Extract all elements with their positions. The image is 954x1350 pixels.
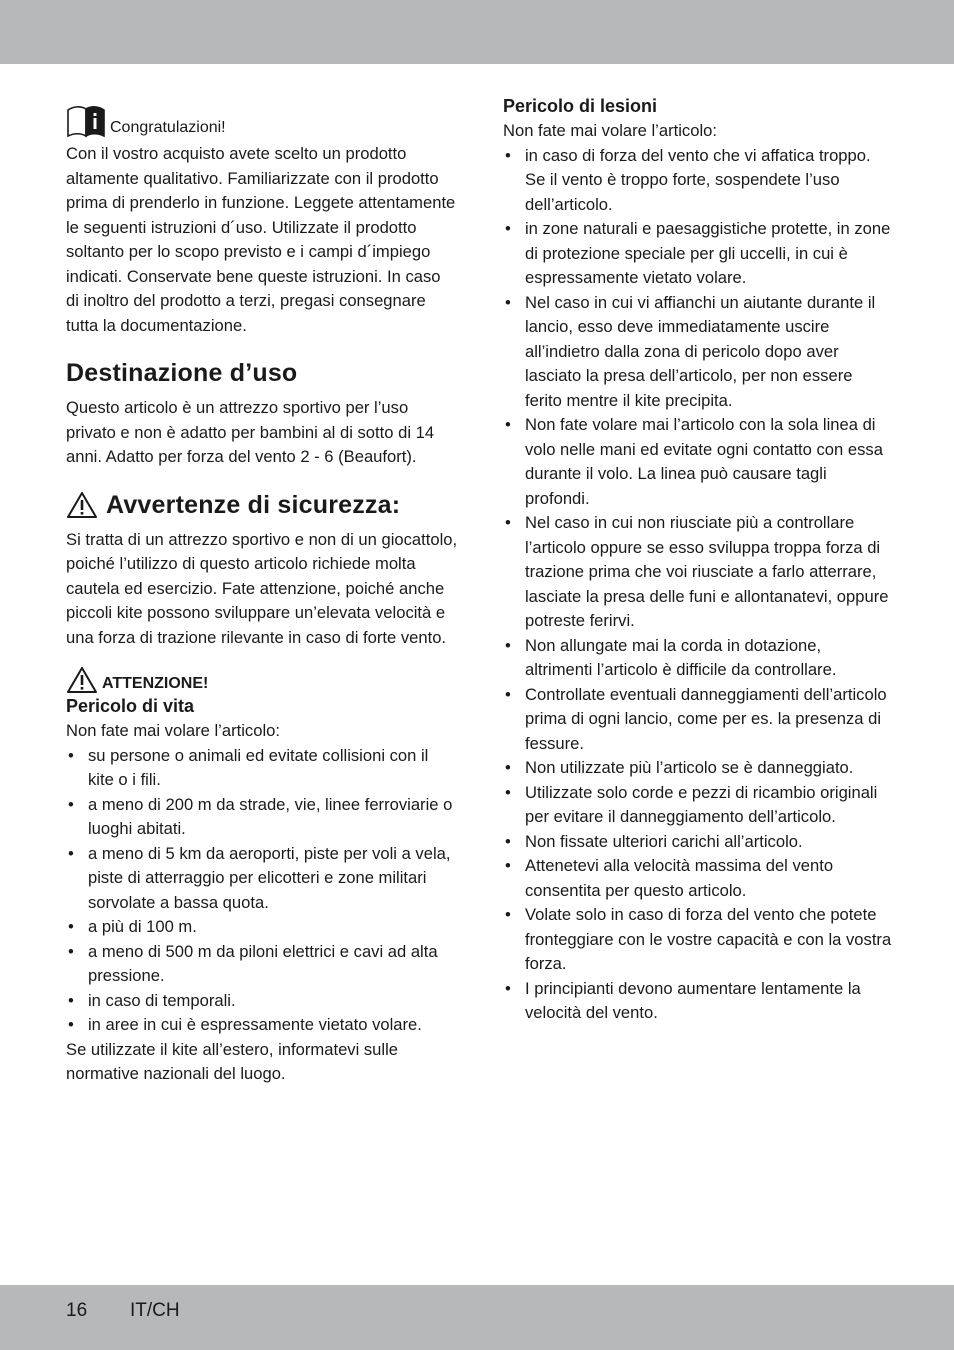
list-item: • in aree in cui è espressamente vietato volare. — [66, 1013, 458, 1038]
language-code: IT/CH — [130, 1300, 180, 1321]
warning-triangle-icon — [66, 491, 98, 519]
page-number: 16 — [66, 1300, 88, 1321]
list-item: • su persone o animali ed evitate collisioni con il kite o i fili. — [66, 744, 458, 793]
intro-text: Con il vostro acquisto avete scelto un prodotto altamente qualitativo. Familiarizzate con il prodotto prima di prenderlo in funzione. Leggete attentamente le seguenti istruzioni d´uso. Utilizzate il prodotto soltanto per lo scopo previsto e i campi d´impiego indicati. Conservate bene queste istruzioni. In caso di inoltro del prodotto a terzi, pregasi consegnare tutta la documentazione. — [66, 144, 456, 335]
list-item: • in caso di forza del vento che vi affatica troppo. Se il vento è troppo forte, sospendete l’uso dell’articolo. — [503, 144, 893, 218]
attenzione-label: ATTENZIONE! — [102, 675, 209, 692]
intro-header — [66, 104, 458, 138]
info-book-icon — [66, 104, 106, 138]
list-item: • a meno di 500 m da piloni elettrici e cavi ad alta pressione. — [66, 940, 458, 989]
right-column — [503, 94, 893, 1026]
list-item: • Non utilizzate più l’articolo se è danneggiato. — [503, 756, 893, 781]
list-item: • Non fate volare mai l’articolo con la sola linea di volo nelle mani ed evitate ogni contatto con essa durante il volo. La linea può causare tagli profondi. — [503, 413, 893, 511]
pericolo-vita-list — [66, 744, 458, 1038]
left-column — [66, 104, 458, 1087]
heading-destinazione: Destinazione d’uso — [66, 359, 298, 387]
list-item: • in zone naturali e paesaggistiche protette, in zone di protezione speciale per gli uccelli, in cui è espressamente vietato volare. — [503, 217, 893, 291]
list-item: • Controllate eventuali danneggiamenti dell’articolo prima di ogni lancio, come per es. la presenza di fessure. — [503, 683, 893, 757]
list-item: • Non allungate mai la corda in dotazione, altrimenti l’articolo è difficile da controllare. — [503, 634, 893, 683]
list-item: • Volate solo in caso di forza del vento che potete fronteggiare con le vostre capacità e con la vostra forza. — [503, 903, 893, 977]
intro-label: Congratulazioni! — [110, 119, 226, 136]
pericolo-vita-lead: Non fate mai volare l’articolo: — [66, 721, 280, 740]
heading-avvertenze — [66, 490, 458, 520]
list-item: • a meno di 5 km da aeroporti, piste per voli a vela, piste di atterraggio per elicotteri e zone militari sorvolate a bassa quota. — [66, 842, 458, 916]
list-item: • Nel caso in cui non riusciate più a controllare l’articolo oppure se esso sviluppa troppa forza di trazione prima che voi riusciate a farlo atterrare, lasciate la presa delle funi e allontanatevi, oppure potreste ferirvi. — [503, 511, 893, 634]
list-item: • in caso di temporali. — [66, 989, 458, 1014]
list-item: • a meno di 200 m da strade, vie, linee ferroviarie o luoghi abitati. — [66, 793, 458, 842]
destinazione-text: Questo articolo è un attrezzo sportivo per l’uso privato e non è adatto per bambini al di sotto di 14 anni. Adatto per forza del vento 2 - 6 (Beaufort). — [66, 398, 435, 466]
heading-pericolo-vita: Pericolo di vita — [66, 696, 195, 716]
heading-pericolo-lesioni: Pericolo di lesioni — [503, 96, 658, 116]
list-item: • Utilizzate solo corde e pezzi di ricambio originali per evitare il danneggiamento dell’articolo. — [503, 781, 893, 830]
list-item: • Nel caso in cui vi affianchi un aiutante durante il lancio, esso deve immediatamente uscire all’indietro dalla zona di pericolo dopo aver lasciato la presa dell’articolo, per non essere ferito mentre il kite precipita. — [503, 291, 893, 414]
heading-avvertenze-label: Avvertenze di sicurezza: — [106, 490, 401, 519]
pericolo-lesioni-list — [503, 144, 893, 1026]
attenzione-line — [66, 666, 458, 694]
list-item: • I principianti devono aumentare lentamente la velocità del vento. — [503, 977, 893, 1026]
list-item: • Attenetevi alla velocità massima del vento consentita per questo articolo. — [503, 854, 893, 903]
list-item: • Non fissate ulteriori carichi all’articolo. — [503, 830, 893, 855]
list-item: • a più di 100 m. — [66, 915, 458, 940]
warning-triangle-icon — [66, 666, 98, 694]
header-band — [0, 0, 954, 64]
avvertenze-text: Si tratta di un attrezzo sportivo e non di un giocattolo, poiché l’utilizzo di questo articolo richiede molta cautela ed esercizio. Fate attenzione, poiché anche piccoli kite possono sviluppare un’elevata velocità e una forza di trazione rilevante in caso di forte vento. — [66, 529, 458, 647]
pericolo-lesioni-lead: Non fate mai volare l’articolo: — [503, 121, 717, 140]
pericolo-vita-closing: Se utilizzate il kite all’estero, informatevi sulle normative nazionali del luogo. — [66, 1039, 399, 1083]
